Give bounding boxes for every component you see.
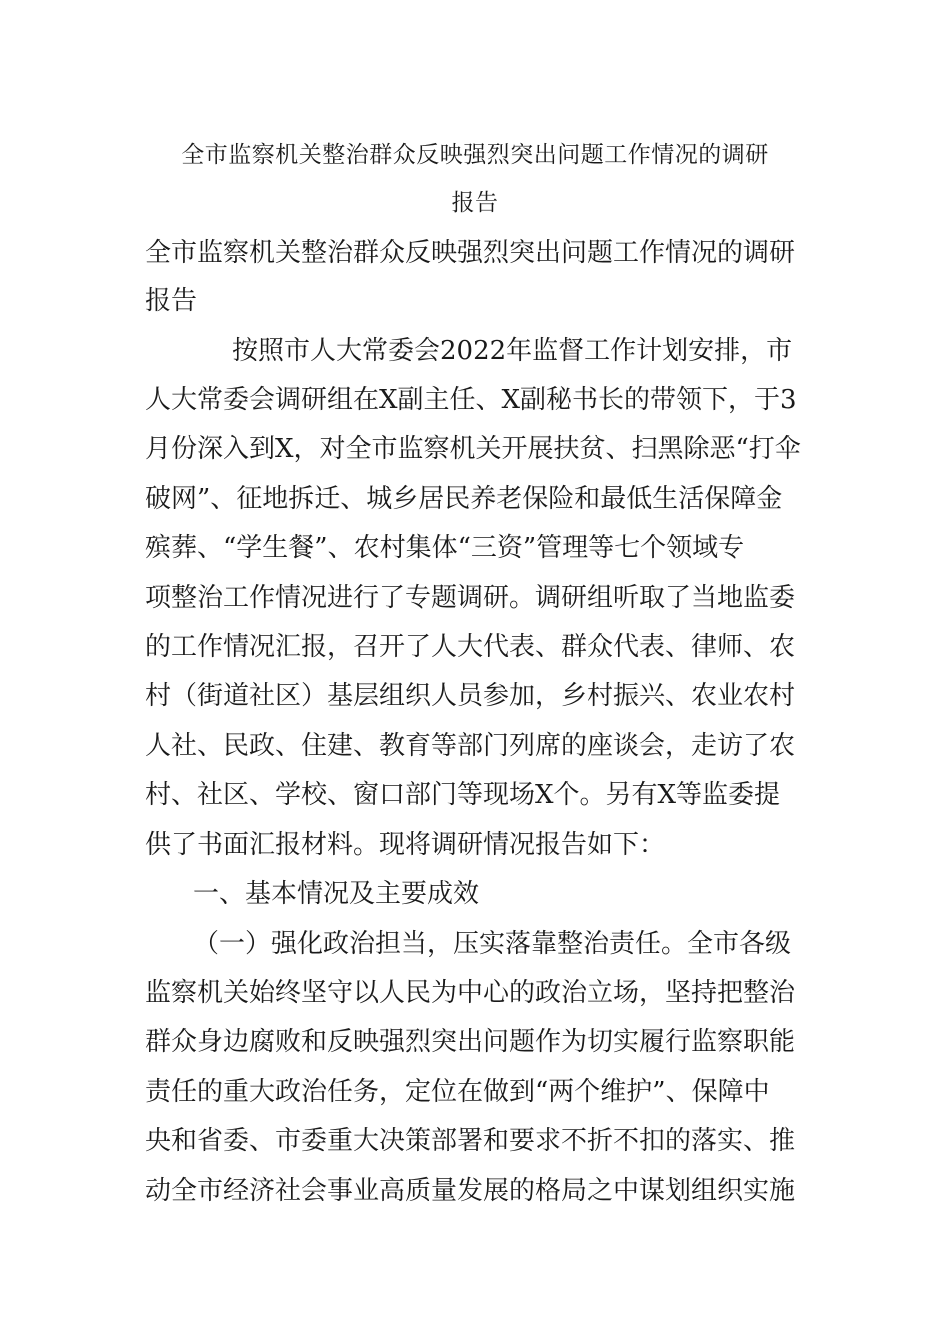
body-line: 人社、民政、住建、教育等部门列席的座谈会，走访了农: [145, 731, 796, 761]
body-line: 责任的重大政治任务，定位在做到“两个维护”、保障中: [145, 1077, 770, 1107]
body-line: 的工作情况汇报，召开了人大代表、群众代表、律师、农: [145, 632, 796, 662]
body-line: 供了书面汇报材料。现将调研情况报告如下：: [145, 830, 666, 860]
document-title-line-2: 报告: [451, 190, 499, 216]
body-line: 月份深入到X，对全市监察机关开展扶贫、扫黑除恶“打伞: [145, 434, 801, 464]
body-line: 人大常委会调研组在X副主任、X副秘书长的带领下，于3: [145, 385, 797, 415]
body-line: 项整治工作情况进行了专题调研。调研组听取了当地监委: [145, 583, 796, 613]
body-line: 监察机关始终坚守以人民为中心的政治立场，坚持把整治: [145, 978, 796, 1008]
body-line: 群众身边腐败和反映强烈突出问题作为切实履行监察职能: [145, 1027, 796, 1057]
body-line: 按照市人大常委会2022年监督工作计划安排，市: [232, 336, 793, 366]
body-line: 报告: [145, 286, 198, 316]
body-line: 村、社区、学校、窗口部门等现场X个。另有X等监委提: [145, 780, 781, 810]
body-line: 央和省委、市委重大决策部署和要求不折不扣的落实、推: [145, 1126, 796, 1156]
body-line: 殡葬、“学生餐”、农村集体“三资”管理等七个领域专: [145, 533, 745, 563]
subsection-heading: （一）强化政治担当，压实落靠整治责任。全市各级: [193, 929, 792, 959]
document-title-line-1: 全市监察机关整治群众反映强烈突出问题工作情况的调研: [181, 142, 769, 168]
body-line: 全市监察机关整治群众反映强烈突出问题工作情况的调研: [145, 238, 796, 268]
section-heading: 一、基本情况及主要成效: [193, 879, 480, 909]
body-line: 破网”、征地拆迁、城乡居民养老保险和最低生活保障金: [145, 484, 783, 514]
body-line: 动全市经济社会事业高质量发展的格局之中谋划组织实施: [145, 1176, 796, 1206]
body-line: 村（街道社区）基层组织人员参加，乡村振兴、农业农村: [145, 681, 796, 711]
